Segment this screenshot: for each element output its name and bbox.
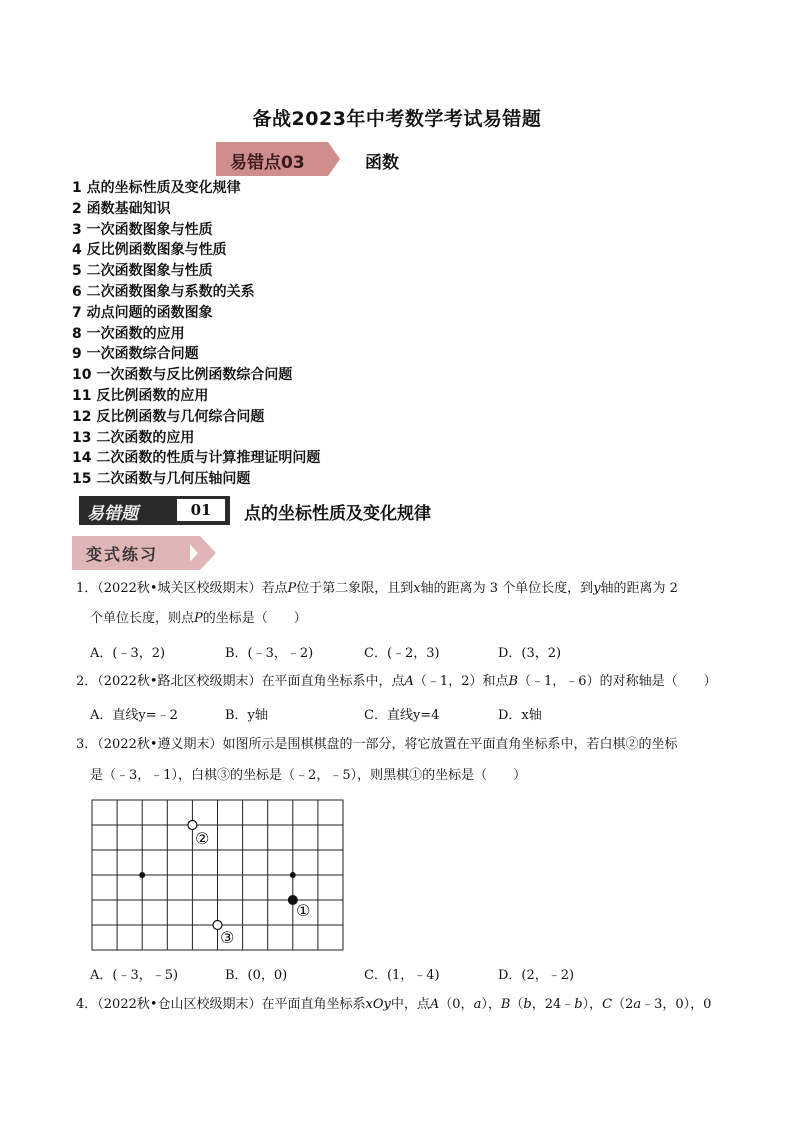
q4-text: （0， bbox=[439, 997, 474, 1012]
chevron-right-icon bbox=[182, 536, 222, 570]
q1-text: 的坐标是（ ） bbox=[202, 611, 307, 626]
question-1-line-1 bbox=[76, 579, 678, 599]
toc-item: 7 动点问题的函数图象 bbox=[72, 304, 213, 321]
stone-label-1: ① bbox=[296, 901, 311, 920]
q2-option-a[interactable]: A．直线y=﹣2 bbox=[90, 708, 178, 723]
q1-option-c[interactable]: C．(﹣2，3) bbox=[364, 646, 440, 661]
q1-option-a[interactable]: A．(﹣3，2) bbox=[90, 646, 166, 661]
toc-item: 15 二次函数与几何压轴问题 bbox=[72, 471, 251, 488]
q4-text: （2 bbox=[612, 997, 634, 1012]
q1-text: 位于第二象限，且到 bbox=[296, 581, 414, 596]
q1-var-x: x bbox=[413, 581, 421, 596]
q4-text: ﹣3，0），0 bbox=[641, 997, 712, 1012]
q4-text: （ bbox=[510, 997, 524, 1012]
q2-var-b: B bbox=[508, 674, 519, 689]
q1-var-y: y bbox=[593, 581, 601, 596]
toc-item: 10 一次函数与反比例函数综合问题 bbox=[72, 367, 293, 384]
question-1-line-2 bbox=[90, 609, 307, 629]
toc-item: 14 二次函数的性质与计算推理证明问题 bbox=[72, 450, 321, 467]
toc-item: 6 二次函数图象与系数的关系 bbox=[72, 283, 255, 300]
q3-option-d[interactable]: D．(2，﹣2) bbox=[498, 968, 575, 983]
error-point-banner bbox=[216, 142, 336, 176]
question-2-line-1 bbox=[76, 672, 717, 692]
table-of-contents bbox=[72, 178, 320, 490]
question-4-line-1 bbox=[76, 995, 711, 1015]
q1-text: 1．（2022秋•城关区校级期末）若点 bbox=[76, 581, 288, 596]
q1-text: 轴的距离为 3 个单位长度，到 bbox=[420, 581, 594, 596]
topic-label: 易错题 bbox=[87, 504, 138, 524]
q4-text: ，24﹣ bbox=[531, 997, 575, 1012]
stone-label-2: ② bbox=[195, 829, 210, 848]
q4-text: 中，点 bbox=[390, 997, 430, 1012]
q1-var-p: P bbox=[194, 611, 203, 626]
practice-label: 变式练习 bbox=[86, 545, 159, 564]
q4-var-a: a bbox=[633, 997, 642, 1012]
q4-var-b-point: B bbox=[500, 997, 511, 1012]
q4-var-xoy: xOy bbox=[365, 997, 391, 1012]
q2-var-a: A bbox=[404, 674, 414, 689]
question-3-line-2: 是（﹣3，﹣1），白棋③的坐标是（﹣2，﹣5），则黑棋①的坐标是（ ） bbox=[90, 768, 527, 783]
q4-text: ）， bbox=[481, 997, 501, 1012]
q4-var-a: a bbox=[473, 997, 482, 1012]
toc-item: 13 二次函数的应用 bbox=[72, 429, 195, 446]
toc-item: 5 二次函数图象与性质 bbox=[72, 263, 213, 280]
topic-number: 01 bbox=[177, 499, 225, 521]
toc-item: 8 一次函数的应用 bbox=[72, 325, 185, 342]
q4-text: ）， bbox=[582, 997, 603, 1012]
q3-option-b[interactable]: B．(0，0) bbox=[225, 968, 288, 983]
q4-var-b: b bbox=[574, 997, 583, 1012]
q3-option-a[interactable]: A．(﹣3，﹣5) bbox=[90, 968, 179, 983]
error-point-label: 易错点03 bbox=[230, 153, 305, 173]
q1-option-d[interactable]: D．(3，2) bbox=[498, 646, 562, 661]
toc-item: 9 一次函数综合问题 bbox=[72, 346, 199, 363]
stone-label-3: ③ bbox=[220, 928, 235, 947]
practice-banner bbox=[72, 536, 222, 570]
q2-text: 2．（2022秋•路北区校级期末）在平面直角坐标系中，点 bbox=[76, 674, 405, 689]
q1-text: 轴的距离为 2 bbox=[600, 581, 678, 596]
board-dot bbox=[290, 872, 296, 878]
board-dot bbox=[139, 872, 145, 878]
toc-item: 4 反比例函数图象与性质 bbox=[72, 242, 227, 259]
error-point-banner-arrow bbox=[328, 142, 340, 176]
document-title: 备战2023年中考数学考试易错题 bbox=[252, 108, 542, 130]
toc-item: 2 函数基础知识 bbox=[72, 200, 171, 217]
question-3-line-1: 3．（2022秋•遵义期末）如图所示是围棋棋盘的一部分，将它放置在平面直角坐标系中，若白棋②的坐标 bbox=[76, 737, 678, 752]
go-board-figure bbox=[90, 798, 346, 954]
q2-option-c[interactable]: C．直线y=4 bbox=[364, 708, 440, 723]
topic-title: 点的坐标性质及变化规律 bbox=[244, 504, 431, 524]
q2-text: （﹣1，﹣6）的对称轴是（ ） bbox=[518, 674, 717, 689]
q1-option-b[interactable]: B．(﹣3，﹣2) bbox=[225, 646, 314, 661]
q1-text: 个单位长度，则点 bbox=[90, 611, 195, 626]
toc-item: 3 一次函数图象与性质 bbox=[72, 221, 213, 238]
q4-var-a-point: A bbox=[429, 997, 440, 1012]
q4-var-b: b bbox=[523, 997, 532, 1012]
section-title: 函数 bbox=[365, 153, 399, 173]
toc-item: 11 反比例函数的应用 bbox=[72, 387, 209, 404]
q1-var-p: P bbox=[287, 581, 297, 596]
toc-item: 1 点的坐标性质及变化规律 bbox=[72, 180, 241, 196]
q2-option-b[interactable]: B．y轴 bbox=[225, 708, 268, 723]
q4-text: 4．（2022秋•仓山区校级期末）在平面直角坐标系 bbox=[76, 997, 366, 1012]
q2-text: （﹣1，2）和点 bbox=[413, 674, 509, 689]
q3-option-c[interactable]: C．(1，﹣4) bbox=[364, 968, 440, 983]
q2-option-d[interactable]: D．x轴 bbox=[498, 708, 542, 723]
toc-item: 12 反比例函数与几何综合问题 bbox=[72, 408, 265, 425]
topic-banner bbox=[79, 496, 230, 525]
q4-var-c-point: C bbox=[602, 997, 613, 1012]
